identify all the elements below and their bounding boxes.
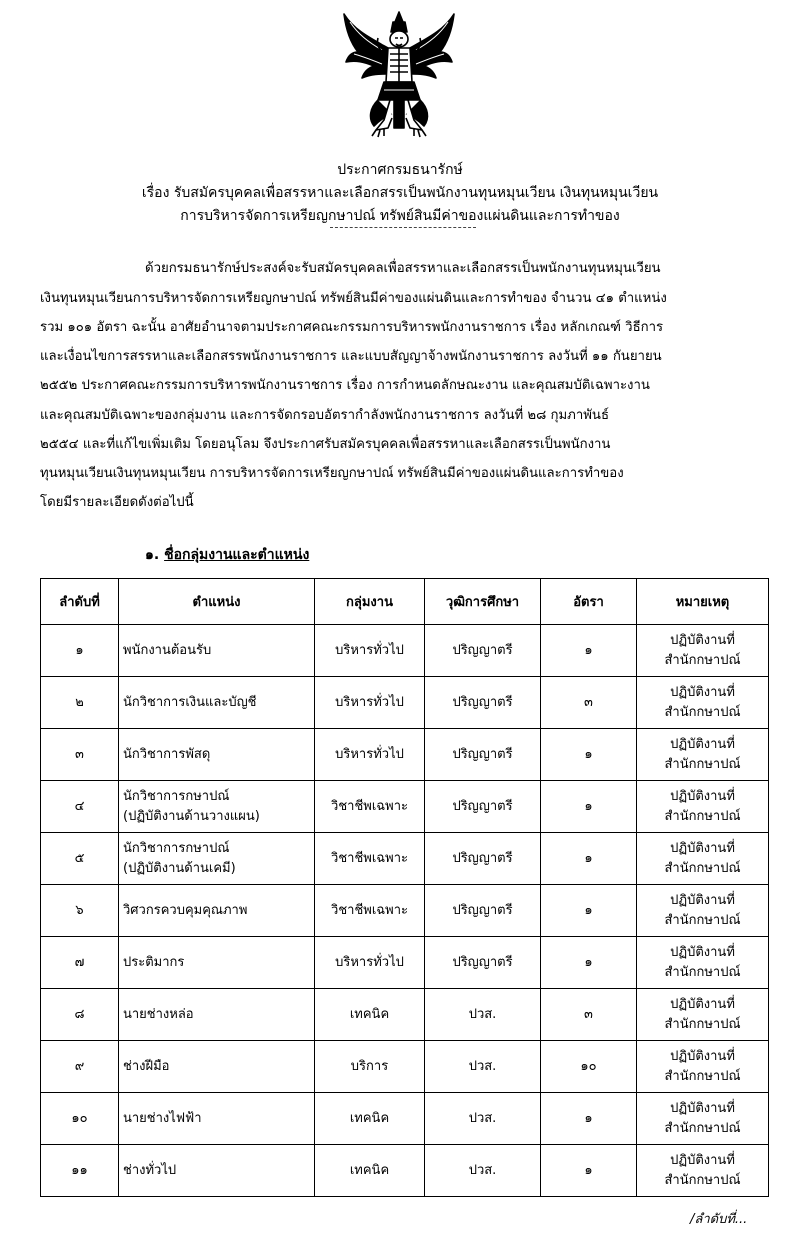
- body-line-2: เงินทุนหมุนเวียนการบริหารจัดการเหรียญกษาปณ์ ทรัพย์สินมีค่าของแผ่นดินและการทำของ จำนวน ๔๑ ตำแหน่ง: [40, 291, 667, 306]
- cell-note: [637, 625, 769, 677]
- announcement-title: ประกาศกรมธนารักษ์: [337, 162, 463, 178]
- cell-note-line: ปฏิบัติงานที่: [670, 996, 735, 1012]
- table-row: [41, 937, 769, 989]
- table-row: [41, 677, 769, 729]
- cell-note-line: ปฏิบัติงานที่: [670, 944, 735, 960]
- table-row: [41, 1041, 769, 1093]
- cell-position: [119, 729, 315, 781]
- cell-note-line: สำนักกษาปณ์: [664, 704, 741, 720]
- cell-rate: ๑: [541, 833, 637, 885]
- cell-note-line: สำนักกษาปณ์: [664, 1172, 741, 1188]
- cell-group: เทคนิค: [315, 1145, 425, 1197]
- cell-note: [637, 1093, 769, 1145]
- cell-no: ๕: [41, 833, 119, 885]
- cell-rate: ๓: [541, 989, 637, 1041]
- cell-position-line: (ปฏิบัติงานด้านเคมี): [123, 860, 236, 876]
- table-header-row: [41, 579, 769, 625]
- cell-no: ๙: [41, 1041, 119, 1093]
- section-heading: [145, 545, 309, 565]
- cell-rate: ๓: [541, 677, 637, 729]
- table-row: [41, 625, 769, 677]
- cell-education: ปริญญาตรี: [425, 677, 541, 729]
- cell-education: ปริญญาตรี: [425, 625, 541, 677]
- cell-note-line: สำนักกษาปณ์: [664, 756, 741, 772]
- cell-note: [637, 677, 769, 729]
- cell-education: ปวส.: [425, 1145, 541, 1197]
- header-no: ลำดับที่: [41, 579, 119, 625]
- cell-group: วิชาชีพเฉพาะ: [315, 781, 425, 833]
- cell-no: ๘: [41, 989, 119, 1041]
- cell-position: [119, 833, 315, 885]
- cell-education: ปริญญาตรี: [425, 937, 541, 989]
- cell-rate: ๑: [541, 937, 637, 989]
- positions-table: [40, 578, 769, 1197]
- cell-position-line: นักวิชาการเงินและบัญชี: [123, 694, 257, 710]
- cell-no: ๗: [41, 937, 119, 989]
- cell-note: [637, 833, 769, 885]
- cell-note-line: สำนักกษาปณ์: [664, 1120, 741, 1136]
- table-row: [41, 781, 769, 833]
- table-row: [41, 1093, 769, 1145]
- cell-education: ปวส.: [425, 989, 541, 1041]
- cell-group: วิชาชีพเฉพาะ: [315, 885, 425, 937]
- cell-education: ปวส.: [425, 1093, 541, 1145]
- cell-group: บริการ: [315, 1041, 425, 1093]
- cell-position-line: ช่างทั่วไป: [123, 1162, 177, 1178]
- cell-note-line: สำนักกษาปณ์: [664, 808, 741, 824]
- cell-note: [637, 1041, 769, 1093]
- cell-position-line: นายช่างหล่อ: [123, 1006, 194, 1022]
- cell-note-line: สำนักกษาปณ์: [664, 860, 741, 876]
- cell-no: ๑๑: [41, 1145, 119, 1197]
- body-line-3: รวม ๑๐๑ อัตรา ฉะนั้น อาศัยอำนาจตามประกาศคณะกรรมการบริหารพนักงานราชการ เรื่อง หลักเกณฑ์ วิธีการ: [40, 320, 664, 335]
- garuda-emblem-icon: [340, 8, 458, 140]
- cell-note-line: ปฏิบัติงานที่: [670, 892, 735, 908]
- cell-rate: ๑: [541, 781, 637, 833]
- cell-rate: ๑: [541, 729, 637, 781]
- cell-note-line: สำนักกษาปณ์: [664, 652, 741, 668]
- cell-education: ปริญญาตรี: [425, 781, 541, 833]
- table-row: [41, 989, 769, 1041]
- cell-note-line: สำนักกษาปณ์: [664, 912, 741, 928]
- cell-group: บริหารทั่วไป: [315, 937, 425, 989]
- body-line-7: ๒๕๕๔ และที่แก้ไขเพิ่มเติม โดยอนุโลม จึงประกาศรับสมัครบุคคลเพื่อสรรหาและเลือกสรรเป็นพนักงาน: [40, 437, 611, 452]
- cell-position: [119, 1093, 315, 1145]
- header-note: หมายเหตุ: [637, 579, 769, 625]
- cell-position-line: นักวิชาการกษาปณ์: [123, 788, 230, 804]
- cell-note-line: ปฏิบัติงานที่: [670, 1152, 735, 1168]
- cell-position: [119, 781, 315, 833]
- header-rate: อัตรา: [541, 579, 637, 625]
- cell-position-line: วิศวกรควบคุมคุณภาพ: [123, 902, 248, 918]
- header-position: ตำแหน่ง: [119, 579, 315, 625]
- cell-position-line: (ปฏิบัติงานด้านวางแผน): [123, 808, 260, 824]
- cell-education: ปริญญาตรี: [425, 729, 541, 781]
- cell-position: [119, 677, 315, 729]
- section-number: ๑.: [145, 547, 160, 563]
- cell-rate: ๑: [541, 1145, 637, 1197]
- cell-no: ๖: [41, 885, 119, 937]
- cell-group: บริหารทั่วไป: [315, 677, 425, 729]
- cell-no: ๑๐: [41, 1093, 119, 1145]
- cell-position-line: นักวิชาการพัสดุ: [123, 746, 211, 762]
- cell-note-line: ปฏิบัติงานที่: [670, 736, 735, 752]
- cell-rate: ๑: [541, 625, 637, 677]
- cell-note: [637, 729, 769, 781]
- cell-group: บริหารทั่วไป: [315, 729, 425, 781]
- cell-note-line: ปฏิบัติงานที่: [670, 788, 735, 804]
- cell-note-line: สำนักกษาปณ์: [664, 964, 741, 980]
- table-row: [41, 1145, 769, 1197]
- announcement-subject-line-2: การบริหารจัดการเหรียญกษาปณ์ ทรัพย์สินมีค่าของแผ่นดินและการทำของ: [180, 208, 620, 224]
- cell-position-line: พนักงานต้อนรับ: [123, 642, 212, 658]
- cell-note-line: ปฏิบัติงานที่: [670, 840, 735, 856]
- cell-no: ๔: [41, 781, 119, 833]
- body-line-5: ๒๕๕๒ ประกาศคณะกรรมการบริหารพนักงานราชการ เรื่อง การกำหนดลักษณะงาน และคุณสมบัติเฉพาะงาน: [40, 378, 650, 393]
- cell-note: [637, 989, 769, 1041]
- body-line-9: โดยมีรายละเอียดดังต่อไปนี้: [40, 495, 194, 510]
- cell-no: ๒: [41, 677, 119, 729]
- announcement-subject-line-1: เรื่อง รับสมัครบุคคลเพื่อสรรหาและเลือกสรรเป็นพนักงานทุนหมุนเวียน เงินทุนหมุนเวียน: [141, 185, 659, 201]
- cell-position: [119, 885, 315, 937]
- cell-note-line: สำนักกษาปณ์: [664, 1016, 741, 1032]
- cell-education: ปริญญาตรี: [425, 885, 541, 937]
- cell-position-line: ประติมากร: [123, 954, 185, 970]
- cell-group: เทคนิค: [315, 1093, 425, 1145]
- cell-position-line: ช่างฝีมือ: [123, 1058, 170, 1074]
- cell-note-line: ปฏิบัติงานที่: [670, 684, 735, 700]
- cell-education: ปวส.: [425, 1041, 541, 1093]
- table-row: [41, 833, 769, 885]
- cell-education: ปริญญาตรี: [425, 833, 541, 885]
- cell-no: ๓: [41, 729, 119, 781]
- table-row: [41, 729, 769, 781]
- cell-rate: ๑: [541, 885, 637, 937]
- body-line-6: และคุณสมบัติเฉพาะของกลุ่มงาน และการจัดกรอบอัตรากำลังพนักงานราชการ ลงวันที่ ๒๘ กุมภาพันธ์: [40, 408, 609, 423]
- cell-group: เทคนิค: [315, 989, 425, 1041]
- continuation-text: /ลำดับที่...: [690, 1212, 748, 1227]
- cell-note: [637, 885, 769, 937]
- cell-note: [637, 937, 769, 989]
- cell-position: [119, 625, 315, 677]
- body-line-8: ทุนหมุนเวียนเงินทุนหมุนเวียน การบริหารจัดการเหรียญกษาปณ์ ทรัพย์สินมีค่าของแผ่นดินและการทำของ: [40, 466, 624, 481]
- cell-rate: ๑: [541, 1093, 637, 1145]
- cell-note: [637, 1145, 769, 1197]
- cell-group: บริหารทั่วไป: [315, 625, 425, 677]
- cell-position: [119, 937, 315, 989]
- section-title: ชื่อกลุ่มงานและตำแหน่ง: [164, 547, 310, 563]
- body-line-4: และเงื่อนไขการสรรหาและเลือกสรรพนักงานราชการ และแบบสัญญาจ้างพนักงานราชการ ลงวันที่ ๑๑ กันยายน: [40, 349, 662, 364]
- cell-rate: ๑๐: [541, 1041, 637, 1093]
- cell-position: [119, 1145, 315, 1197]
- table-row: [41, 885, 769, 937]
- cell-position: [119, 1041, 315, 1093]
- cell-position: [119, 989, 315, 1041]
- cell-note-line: ปฏิบัติงานที่: [670, 632, 735, 648]
- cell-note-line: สำนักกษาปณ์: [664, 1068, 741, 1084]
- header-education: วุฒิการศึกษา: [425, 579, 541, 625]
- body-line-1: ด้วยกรมธนารักษ์ประสงค์จะรับสมัครบุคคลเพื่อสรรหาและเลือกสรรเป็นพนักงานทุนหมุนเวียน: [145, 261, 661, 276]
- cell-position-line: นักวิชาการกษาปณ์: [123, 840, 230, 856]
- cell-no: ๑: [41, 625, 119, 677]
- header-group: กลุ่มงาน: [315, 579, 425, 625]
- cell-note: [637, 781, 769, 833]
- cell-note-line: ปฏิบัติงานที่: [670, 1048, 735, 1064]
- cell-position-line: นายช่างไฟฟ้า: [123, 1110, 202, 1126]
- separator-dashed-line: [330, 227, 476, 228]
- cell-group: วิชาชีพเฉพาะ: [315, 833, 425, 885]
- cell-note-line: ปฏิบัติงานที่: [670, 1100, 735, 1116]
